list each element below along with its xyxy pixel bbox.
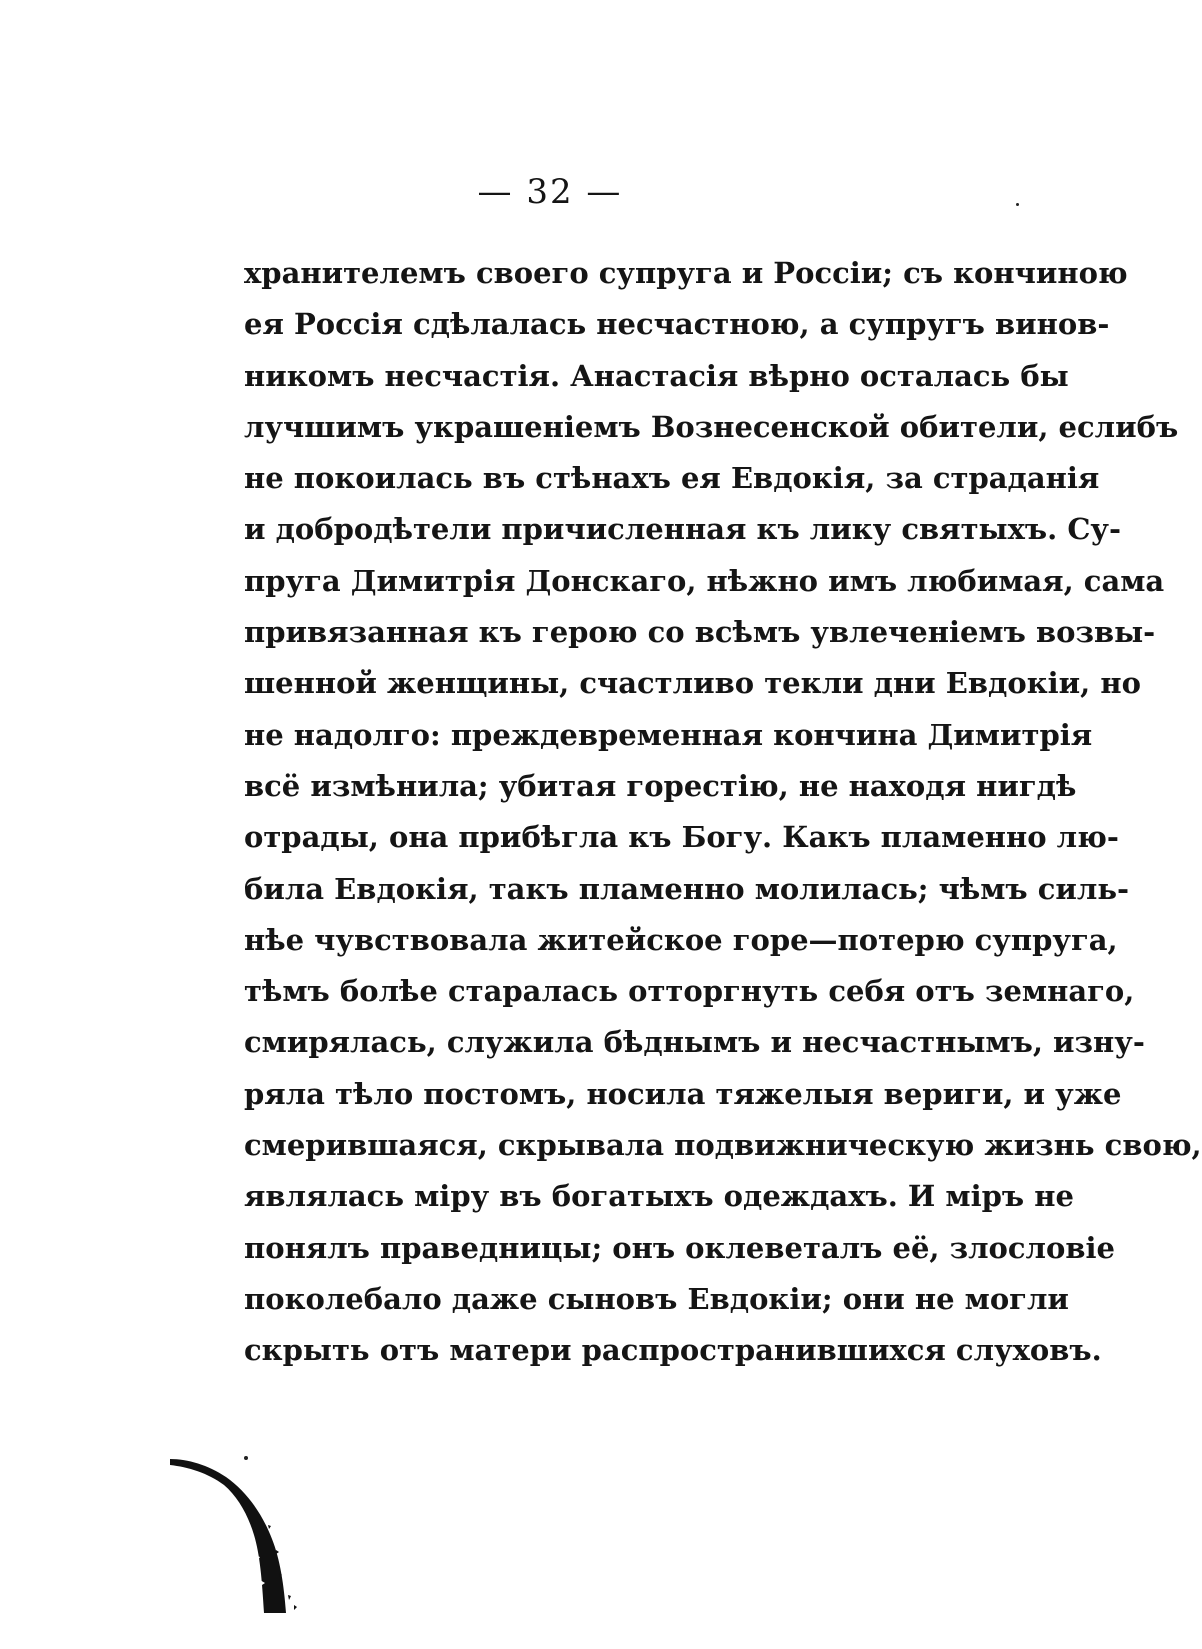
text-line: тѣмъ болѣе старалась отторгнуть себя отъ земнаго, bbox=[244, 974, 1135, 1009]
text-line: била Евдокія, такъ пламенно молилась; чѣмъ силь- bbox=[244, 871, 1130, 906]
text-line: шенной женщины, счастливо текли дни Евдокіи, но bbox=[244, 666, 1141, 701]
text-line: пруга Димитрія Донскаго, нѣжно имъ любимая, сама bbox=[244, 563, 1165, 598]
text-line: ея Россія сдѣлалась несчастною, а супругъ винов- bbox=[244, 307, 1110, 342]
text-line: не покоилась въ стѣнахъ ея Евдокія, за страданія bbox=[244, 461, 1100, 496]
text-line: поколебало даже сыновъ Евдокіи; они не могли bbox=[244, 1281, 1069, 1316]
text-line: понялъ праведницы; онъ оклеветалъ её, злословіе bbox=[244, 1230, 1115, 1265]
text-line: ряла тѣло постомъ, носила тяжелыя вериги, и уже bbox=[244, 1076, 1122, 1111]
text-line: смирялась, служила бѣднымъ и несчастнымъ, изну- bbox=[244, 1025, 1145, 1060]
text-line: привязанная къ герою со всѣмъ увлеченіемъ возвы- bbox=[244, 615, 1156, 650]
text-line: хранителемъ своего супруга и Россіи; съ кончиною bbox=[244, 256, 1128, 290]
text-line: не надолго: преждевременная кончина Димитрія bbox=[244, 717, 1093, 752]
text-line: нѣе чувствовала житейское горе—потерю супруга, bbox=[244, 922, 1118, 957]
text-line: скрыть отъ матери распространившихся слуховъ. bbox=[244, 1333, 1102, 1368]
text-line: никомъ несчастія. Анастасія вѣрно осталась бы bbox=[244, 358, 1069, 393]
text-line: являлась міру въ богатыхъ одеждахъ. И міръ не bbox=[244, 1179, 1074, 1214]
scan-artifact-smudge bbox=[168, 1455, 308, 1615]
scan-speck bbox=[1016, 203, 1019, 206]
text-line: смерившаяся, скрывала подвижническую жизнь свою, bbox=[244, 1128, 1202, 1163]
text-line: всё измѣнила; убитая горестію, не находя нигдѣ bbox=[244, 768, 1077, 803]
text-line: лучшимъ украшеніемъ Вознесенской обители, еслибъ bbox=[244, 409, 1179, 444]
text-line: отрады, она прибѣгла къ Богу. Какъ пламенно лю- bbox=[244, 820, 1119, 855]
text-line: и добродѣтели причисленная къ лику святыхъ. Су- bbox=[244, 512, 1122, 547]
page-number: — 32 — bbox=[477, 172, 623, 212]
body-text bbox=[244, 248, 1202, 1377]
